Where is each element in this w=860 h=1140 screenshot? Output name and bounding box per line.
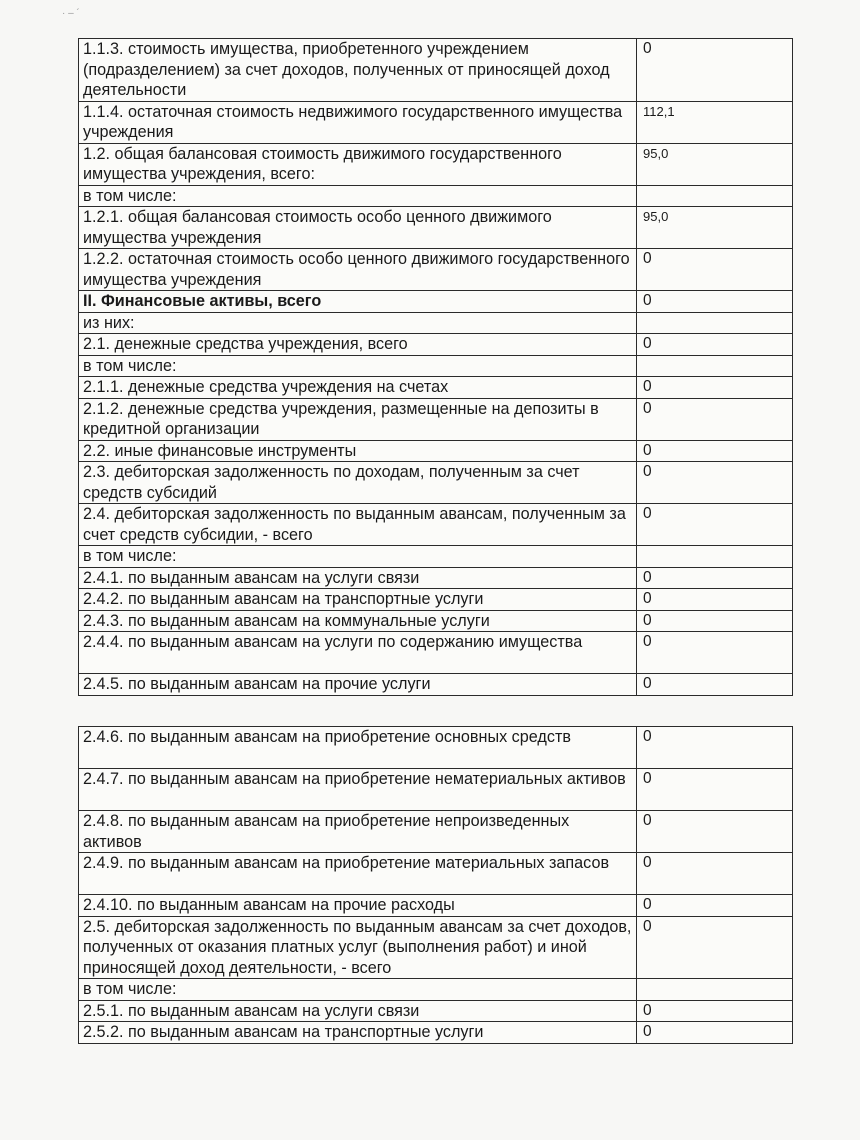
row-label: 2.4.5. по выданным авансам на прочие услуги [79, 674, 637, 696]
row-value: 0 [637, 462, 793, 504]
table-row [79, 101, 793, 143]
row-value: 0 [637, 916, 793, 979]
table-row [79, 853, 793, 895]
row-value [637, 185, 793, 207]
table-row [79, 207, 793, 249]
row-value: 0 [637, 853, 793, 895]
row-label: 2.4. дебиторская задолженность по выданным авансам, полученным за счет средств субсидии, - всего [79, 504, 637, 546]
row-label: 2.1.2. денежные средства учреждения, размещенные на депозиты в кредитной организации [79, 398, 637, 440]
row-label: 2.4.9. по выданным авансам на приобретение материальных запасов [79, 853, 637, 895]
table-row [79, 632, 793, 674]
row-value: 0 [637, 249, 793, 291]
balance-table-part-1 [78, 38, 793, 696]
table-row [79, 39, 793, 102]
row-value [637, 312, 793, 334]
row-value: 0 [637, 398, 793, 440]
row-value: 0 [637, 291, 793, 313]
table-row [79, 811, 793, 853]
table-row [79, 769, 793, 811]
row-label: II. Финансовые активы, всего [79, 291, 637, 313]
row-label: 1.1.3. стоимость имущества, приобретенного учреждением (подразделением) за счет доходов, полученных от приносящей доход деятельности [79, 39, 637, 102]
row-label: 2.4.7. по выданным авансам на приобретение нематериальных активов [79, 769, 637, 811]
table-row [79, 377, 793, 399]
row-value: 0 [637, 769, 793, 811]
table-row [79, 546, 793, 568]
table-row [79, 589, 793, 611]
row-label: в том числе: [79, 546, 637, 568]
row-label: 1.2.2. остаточная стоимость особо ценного движимого государственного имущества учреждения [79, 249, 637, 291]
row-value: 0 [637, 334, 793, 356]
row-label: из них: [79, 312, 637, 334]
row-value [637, 546, 793, 568]
row-label: 1.1.4. остаточная стоимость недвижимого государственного имущества учреждения [79, 101, 637, 143]
row-label: 2.4.1. по выданным авансам на услуги связи [79, 567, 637, 589]
row-label: 2.5.2. по выданным авансам на транспортные услуги [79, 1022, 637, 1044]
table-row [79, 979, 793, 1001]
row-label: 2.5. дебиторская задолженность по выданным авансам за счет доходов, полученных от оказания платных услуг (выполнения работ) и иной приносящей доход деятельности, - всего [79, 916, 637, 979]
table-row [79, 440, 793, 462]
row-label: 2.4.4. по выданным авансам на услуги по содержанию имущества [79, 632, 637, 674]
row-label: 2.2. иные финансовые инструменты [79, 440, 637, 462]
table-row [79, 334, 793, 356]
row-label: 2.4.6. по выданным авансам на приобретение основных средств [79, 727, 637, 769]
row-value: 0 [637, 1000, 793, 1022]
row-value: 95,0 [637, 143, 793, 185]
row-value: 0 [637, 589, 793, 611]
table-row [79, 1000, 793, 1022]
table-row [79, 185, 793, 207]
row-value: 0 [637, 811, 793, 853]
balance-table-part-2 [78, 726, 793, 1044]
row-value: 0 [637, 567, 793, 589]
table-row [79, 398, 793, 440]
row-label: 1.2.1. общая балансовая стоимость особо ценного движимого имущества учреждения [79, 207, 637, 249]
table-row [79, 504, 793, 546]
table-row [79, 462, 793, 504]
row-label: 2.5.1. по выданным авансам на услуги связи [79, 1000, 637, 1022]
row-label: в том числе: [79, 185, 637, 207]
row-label: 2.3. дебиторская задолженность по доходам, полученным за счет средств субсидий [79, 462, 637, 504]
row-label: 1.2. общая балансовая стоимость движимого государственного имущества учреждения, всего: [79, 143, 637, 185]
row-value: 0 [637, 39, 793, 102]
table-row [79, 916, 793, 979]
table-row [79, 567, 793, 589]
table-row [79, 312, 793, 334]
row-label: 2.4.8. по выданным авансам на приобретение непроизведенных активов [79, 811, 637, 853]
table-row [79, 727, 793, 769]
row-value: 0 [637, 727, 793, 769]
row-value: 0 [637, 504, 793, 546]
row-label: 2.1. денежные средства учреждения, всего [79, 334, 637, 356]
table-row [79, 674, 793, 696]
table-row [79, 143, 793, 185]
row-label: в том числе: [79, 355, 637, 377]
row-value: 0 [637, 895, 793, 917]
row-label: 2.4.2. по выданным авансам на транспортные услуги [79, 589, 637, 611]
row-value: 0 [637, 632, 793, 674]
row-value [637, 979, 793, 1001]
row-value: 95,0 [637, 207, 793, 249]
row-value: 0 [637, 610, 793, 632]
row-label: 2.1.1. денежные средства учреждения на счетах [79, 377, 637, 399]
scan-speck: · – ´ [62, 8, 80, 19]
row-value: 0 [637, 1022, 793, 1044]
table-row [79, 1022, 793, 1044]
table-row [79, 610, 793, 632]
row-value [637, 355, 793, 377]
row-value: 112,1 [637, 101, 793, 143]
table-row [79, 291, 793, 313]
table-row [79, 249, 793, 291]
row-label: 2.4.3. по выданным авансам на коммунальные услуги [79, 610, 637, 632]
table-row [79, 895, 793, 917]
row-label: в том числе: [79, 979, 637, 1001]
row-value: 0 [637, 674, 793, 696]
row-value: 0 [637, 440, 793, 462]
row-value: 0 [637, 377, 793, 399]
table-row [79, 355, 793, 377]
row-label: 2.4.10. по выданным авансам на прочие расходы [79, 895, 637, 917]
